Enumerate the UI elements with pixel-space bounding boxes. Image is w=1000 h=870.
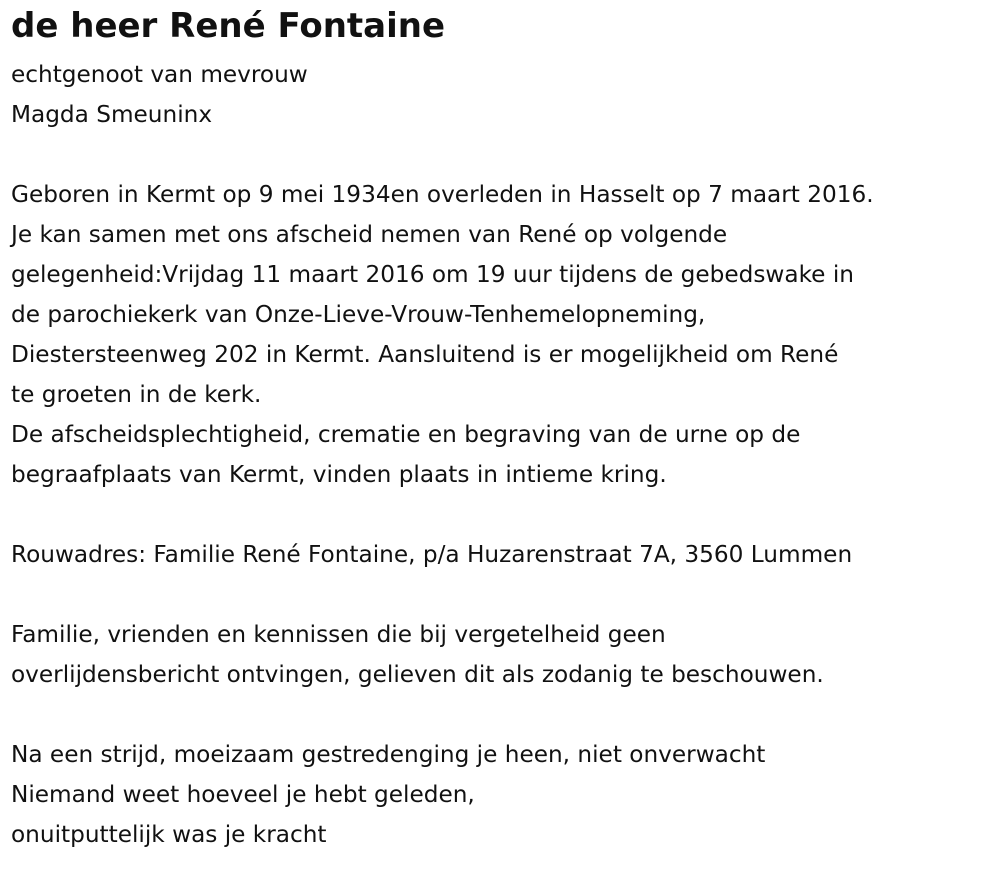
announcement-line: Geboren in Kermt op 9 mei 1934en overleden in Hasselt op 7 maart 2016.: [11, 181, 874, 208]
obituary-title: de heer René Fontaine: [11, 6, 446, 46]
spouse-block: [11, 55, 996, 135]
poem-line: Niemand weet hoeveel je hebt geleden,: [11, 781, 475, 808]
poem-line: onuitputtelijk was je kracht: [11, 821, 327, 848]
poem-line: Na een strijd, moeizaam gestredenging je heen, niet onverwacht: [11, 741, 766, 768]
spacer: [11, 575, 996, 615]
announcement-line: de parochiekerk van Onze-Lieve-Vrouw-Tenhemelopneming,: [11, 301, 706, 328]
announcement-line: Diestersteenweg 202 in Kermt. Aansluitend is er mogelijkheid om René: [11, 341, 839, 368]
announcement-line: De afscheidsplechtigheid, crematie en begraving van de urne op de: [11, 421, 801, 448]
notice-line: Familie, vrienden en kennissen die bij vergetelheid geen: [11, 621, 666, 648]
announcement-block: [11, 175, 996, 495]
spacer: [11, 135, 996, 175]
notice-line: overlijdensbericht ontvingen, gelieven dit als zodanig te beschouwen.: [11, 661, 824, 688]
mourning-address: Rouwadres: Familie René Fontaine, p/a Huzarenstraat 7A, 3560 Lummen: [11, 541, 853, 568]
spacer: [11, 695, 996, 735]
obituary: [11, 0, 996, 855]
announcement-line: gelegenheid:Vrijdag 11 maart 2016 om 19 uur tijdens de gebedswake in: [11, 261, 854, 288]
spouse-line: echtgenoot van mevrouw: [11, 61, 308, 88]
announcement-line: te groeten in de kerk.: [11, 381, 262, 408]
announcement-line: begraafplaats van Kermt, vinden plaats in intieme kring.: [11, 461, 667, 488]
poem-block: [11, 735, 996, 855]
spouse-name: Magda Smeuninx: [11, 101, 213, 128]
spacer: [11, 495, 996, 535]
notice-block: [11, 615, 996, 695]
announcement-line: Je kan samen met ons afscheid nemen van René op volgende: [11, 221, 728, 248]
